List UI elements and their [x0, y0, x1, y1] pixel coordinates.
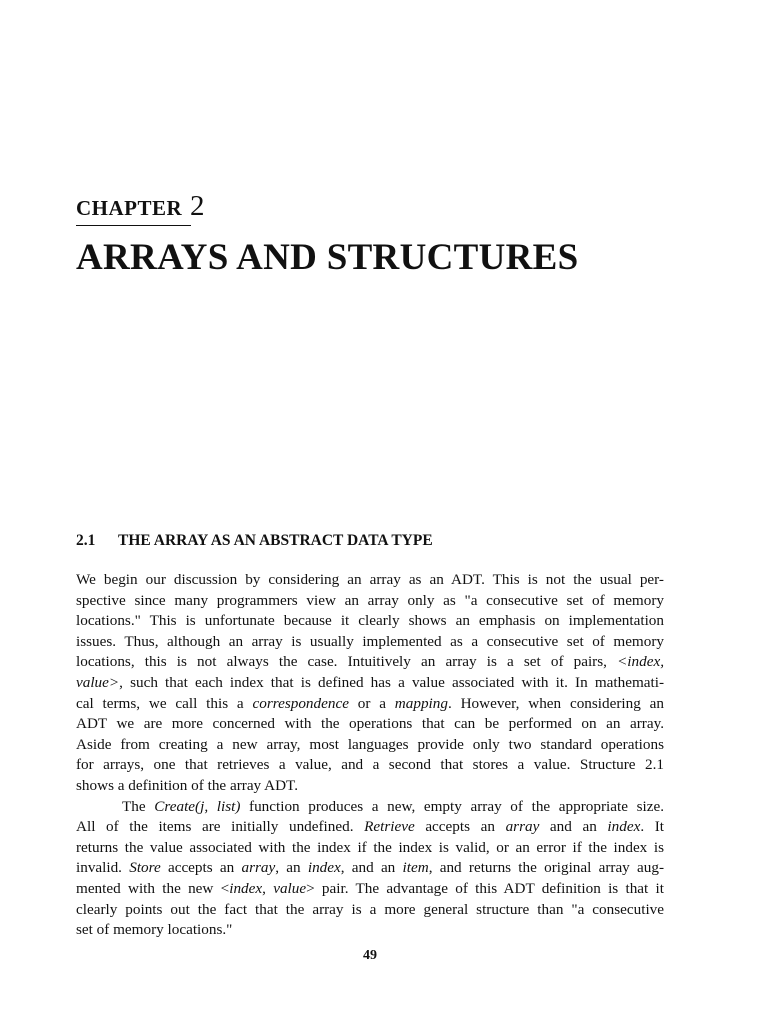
text-run: shows a definition of the array ADT.: [76, 776, 298, 794]
paragraph: [76, 797, 664, 941]
italic-term: value: [273, 879, 307, 897]
italic-term: Retrieve: [364, 818, 415, 836]
section-title: THE ARRAY AS AN ABSTRACT DATA TYPE: [118, 532, 433, 549]
text-run: mented with the new <: [76, 879, 230, 897]
text-line: [76, 714, 664, 735]
text-run: . It: [640, 818, 664, 836]
section-heading: [76, 532, 433, 550]
italic-term: array: [505, 818, 540, 836]
chapter-label: [76, 190, 205, 223]
text-run: spective since many programmers view an array only as "a consecutive set of memory: [76, 591, 664, 609]
italic-term: value>: [76, 673, 120, 691]
text-run: and an: [539, 818, 608, 836]
italic-term: index: [607, 818, 641, 836]
chapter-rule: [76, 225, 191, 226]
italic-term: <index,: [617, 653, 664, 671]
text-run: locations, this is not always the case. Intuitively an array is a set of pairs,: [76, 653, 618, 671]
paragraph: [76, 570, 664, 797]
text-run: , and an: [340, 859, 403, 877]
italic-term: Store: [129, 859, 161, 877]
text-run: ,: [262, 879, 274, 897]
text-run: or a: [348, 694, 395, 712]
text-line: [76, 570, 664, 591]
chapter-number: 2: [189, 190, 205, 222]
italic-term: array: [241, 859, 276, 877]
text-line: [76, 673, 664, 694]
text-line: [76, 611, 664, 632]
text-line: [76, 838, 664, 859]
text-line: [76, 755, 664, 776]
text-line: [76, 920, 664, 941]
text-run: issues. Thus, although an array is usually implemented as a consecutive set of memory: [76, 632, 664, 650]
text-run: > pair. The advantage of this ADT definition is that it: [306, 879, 664, 897]
italic-term: mapping: [394, 694, 448, 712]
text-line: [76, 591, 664, 612]
text-run: invalid.: [76, 859, 130, 877]
italic-term: Create(j, list): [154, 797, 241, 815]
text-run: , an: [275, 859, 308, 877]
text-line: [76, 858, 664, 879]
text-line: [76, 694, 664, 715]
text-run: accepts an: [414, 818, 506, 836]
text-run: We begin our discussion by considering an array as an ADT. This is not the usual per-: [76, 571, 664, 588]
text-run: returns the value associated with the index if the index is valid, or an error if the index is: [76, 838, 664, 856]
text-run: , and returns the original array aug-: [428, 859, 664, 877]
text-run: locations." This is unfortunate because it clearly shows an emphasis on implementation: [76, 612, 664, 630]
section-number: 2.1: [76, 532, 96, 549]
text-run: accepts an: [160, 859, 242, 877]
text-run: . However, when considering an: [447, 694, 664, 712]
text-run: cal terms, we call this a: [76, 694, 253, 712]
text-run: for arrays, one that retrieves a value, and a second that stores a value. Structure 2.1: [76, 756, 664, 774]
text-line: [76, 776, 664, 797]
text-line: [76, 900, 664, 921]
italic-term: index: [229, 879, 263, 897]
text-run: , such that each index that is defined has a value associated with it. In mathemati-: [119, 673, 664, 691]
italic-term: correspondence: [252, 694, 349, 712]
text-line: [76, 817, 664, 838]
text-run: Aside from creating a new array, most languages provide only two standard operations: [76, 735, 664, 753]
body-text: [76, 570, 664, 941]
text-line: [76, 652, 664, 673]
text-run: clearly points out the fact that the array is a more general structure than "a consecutive: [76, 900, 664, 918]
text-run: The: [122, 797, 155, 815]
italic-term: index: [307, 859, 341, 877]
text-run: function produces a new, empty array of the appropriate size.: [240, 797, 664, 815]
text-line: [76, 879, 664, 900]
text-line: [76, 632, 664, 653]
text-line: [76, 735, 664, 756]
page-number: 49: [363, 948, 377, 963]
text-line: [76, 797, 664, 818]
text-run: ADT we are more concerned with the operations that can be performed on an array.: [76, 715, 664, 733]
text-run: All of the items are initially undefined.: [76, 818, 365, 836]
italic-term: item: [402, 859, 429, 877]
chapter-title: ARRAYS AND STRUCTURES: [76, 237, 579, 278]
chapter-word: CHAPTER: [76, 196, 183, 220]
text-run: set of memory locations.": [76, 921, 233, 939]
